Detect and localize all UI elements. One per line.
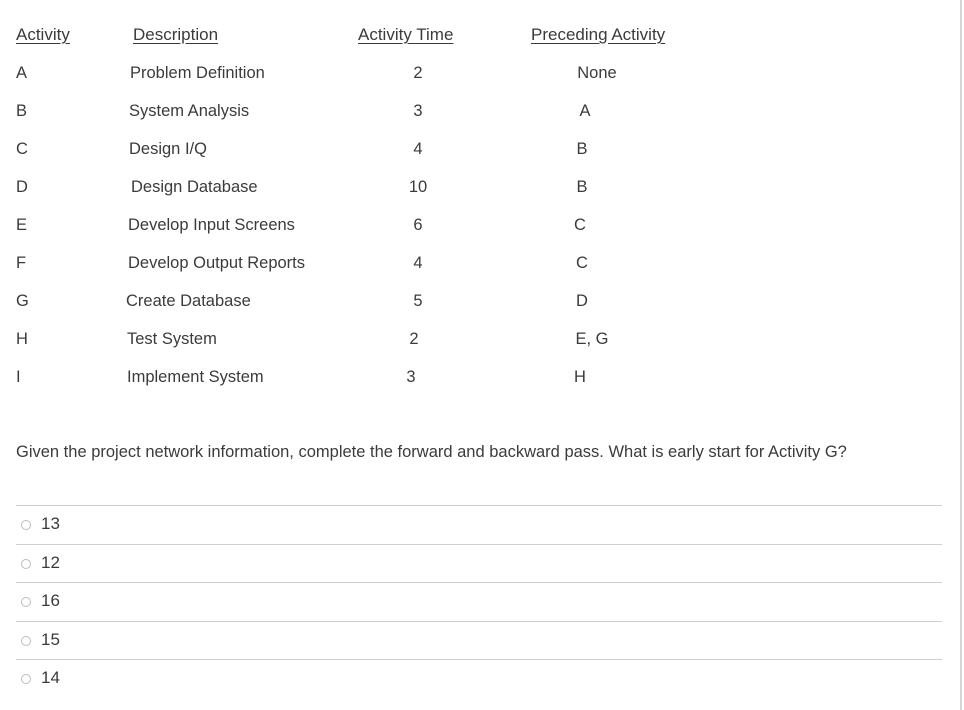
radio-button-icon[interactable] <box>21 520 31 530</box>
time-cell: 3 <box>406 368 416 386</box>
header-preceding-activity: Preceding Activity <box>531 25 666 44</box>
answer-option[interactable] <box>16 545 942 584</box>
radio-button-icon[interactable] <box>21 597 31 607</box>
description-cell: Create Database <box>126 292 251 310</box>
activity-cell: I <box>16 368 21 386</box>
answer-label[interactable]: 15 <box>41 629 60 649</box>
activity-cell: E <box>16 216 28 234</box>
description-cell: Design I/Q <box>129 140 207 158</box>
answer-label[interactable]: 12 <box>41 552 60 572</box>
preceding-cell: B <box>576 140 588 158</box>
activity-cell: C <box>16 140 28 158</box>
table-row <box>0 178 964 198</box>
answer-label[interactable]: 16 <box>41 591 60 610</box>
table-row <box>0 330 964 350</box>
preceding-cell: None <box>577 64 617 82</box>
radio-button-icon[interactable] <box>21 674 31 684</box>
answer-label[interactable]: 14 <box>41 668 60 687</box>
description-cell: Develop Output Reports <box>128 254 306 272</box>
preceding-cell: E, G <box>575 330 609 348</box>
radio-button-icon[interactable] <box>21 636 31 646</box>
answer-label[interactable]: 13 <box>41 514 60 533</box>
description-cell: Implement System <box>127 368 264 386</box>
description-cell: Test System <box>127 330 217 348</box>
answer-option[interactable] <box>16 506 942 545</box>
preceding-cell: C <box>574 216 586 234</box>
preceding-cell: B <box>576 178 588 196</box>
preceding-cell: D <box>576 292 588 310</box>
table-row <box>0 216 964 236</box>
header-activity: Activity <box>16 25 70 44</box>
time-cell: 4 <box>413 254 423 272</box>
answer-option[interactable] <box>16 622 942 661</box>
header-activity-time: Activity Time <box>358 25 454 44</box>
answer-option[interactable] <box>16 583 942 622</box>
preceding-cell: A <box>579 102 591 120</box>
description-cell: Problem Definition <box>130 64 265 82</box>
activity-cell: H <box>16 330 28 348</box>
answer-option[interactable] <box>16 660 942 698</box>
table-row <box>0 102 964 122</box>
table-row <box>0 292 964 312</box>
table-row <box>0 140 964 160</box>
header-description: Description <box>133 25 219 44</box>
radio-button-icon[interactable] <box>21 559 31 569</box>
table-row <box>0 368 964 388</box>
preceding-cell: C <box>576 254 588 272</box>
question-text: Given the project network information, complete the forward and backward pass. What is early start for Activity G? <box>16 443 847 461</box>
time-cell: 10 <box>408 178 428 196</box>
activity-cell: F <box>16 254 27 272</box>
time-cell: 2 <box>413 64 423 82</box>
description-cell: System Analysis <box>129 102 250 120</box>
activity-cell: B <box>16 102 28 120</box>
table-row <box>0 64 964 84</box>
activity-cell: G <box>16 292 29 310</box>
time-cell: 5 <box>413 292 423 310</box>
description-cell: Design Database <box>131 178 258 196</box>
preceding-cell: H <box>574 368 586 386</box>
activity-cell: D <box>16 178 28 196</box>
time-cell: 3 <box>413 102 423 120</box>
time-cell: 2 <box>409 330 419 348</box>
activity-cell: A <box>16 64 28 82</box>
description-cell: Develop Input Screens <box>128 216 295 234</box>
time-cell: 4 <box>413 140 423 158</box>
answer-choices <box>16 505 942 698</box>
table-row <box>0 254 964 274</box>
time-cell: 6 <box>413 216 423 234</box>
